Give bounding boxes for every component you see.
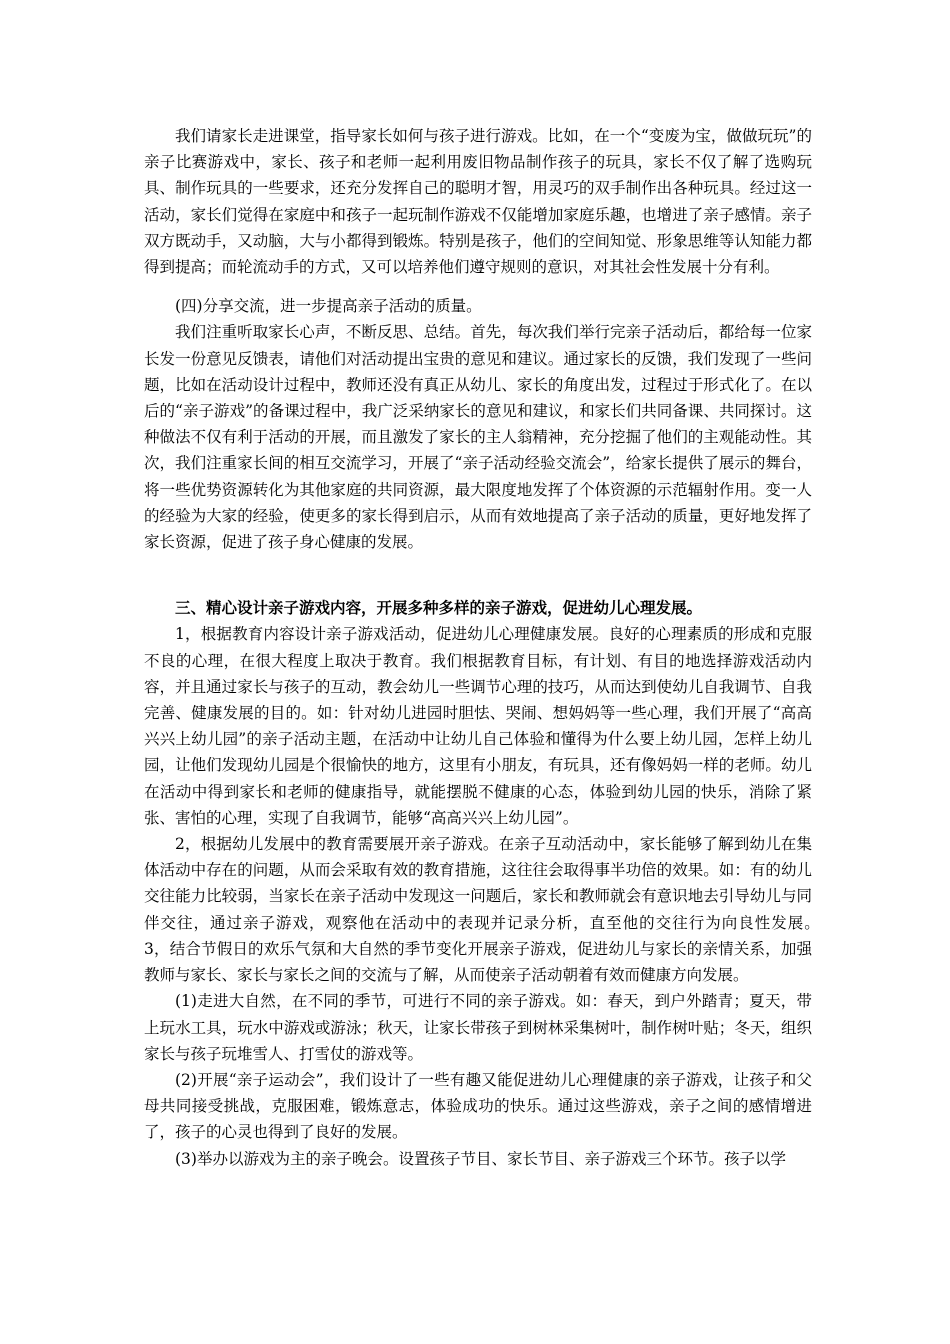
paragraph-sports-meeting: (2)开展“亲子运动会”，我们设计了一些有趣又能促进幼儿心理健康的亲子游戏，让孩子和父母共同接受挑战，克服困难，锻炼意志，体验成功的快乐。通过这些游戏，亲子之间的感情增进了，孩子的心灵也得到了良好的发展。	[144, 1070, 812, 1142]
paragraph-item-two-three: 2，根据幼儿发展中的教育需要展开亲子游戏。在亲子互动活动中，家长能够了解到幼儿在集体活动中存在的问题，从而会采取有效的教育措施，这往往会取得事半功倍的效果。如：有的幼儿交往能力比较弱，当家长在亲子活动中发现这一问题后，家长和教师就会有意识地去引导幼儿与同伴交往，通过亲子游戏，观察他在活动中的表现并记录分析，直至他的交往行为向良性发展。 3，结合节假日的欢乐气氛和大自然的季节变化开展亲子游戏，促进幼儿与家长的亲情关系，加强教师与家长、家长与家长之间的交流与了解，从而使亲子活动朝着有效而健康方向发展。	[144, 835, 828, 985]
spacer	[144, 555, 812, 595]
paragraph-parent-child-game-making: 我们请家长走进课堂，指导家长如何与孩子进行游戏。比如，在一个“变废为宝，做做玩玩”的亲子比赛游戏中，家长、孩子和老师一起利用废旧物品制作孩子的玩具，家长不仅了解了选购玩具、制作玩具的一些要求，还充分发挥自己的聪明才智，用灵巧的双手制作出各种玩具。经过这一活动，家长们觉得在家庭中和孩子一起玩制作游戏不仅能增加家庭乐趣，也增进了亲子感情。亲子双方既动手，又动脑，大与小都得到锻炼。特别是孩子，他们的空间知觉、形象思维等认知能力都得到提高；而轮流动手的方式，又可以培养他们遵守规则的意识，对其社会性发展十分有利。	[144, 127, 812, 277]
paragraph-item-one: 1，根据教育内容设计亲子游戏活动，促进幼儿心理健康发展。良好的心理素质的形成和克服不良的心理，在很大程度上取决于教育。我们根据教育目标，有计划、有目的地选择游戏活动内容，并且通过家长与孩子的互动，教会幼儿一些调节心理的技巧，从而达到使幼儿自我调节、自我完善、健康发展的目的。如：针对幼儿进园时胆怯、哭闹、想妈妈等一些心理，我们开展了“高高兴兴上幼儿园”的亲子活动主题，在活动中让幼儿自己体验和懂得为什么要上幼儿园，怎样上幼儿园，让他们发现幼儿园是个很愉快的地方，这里有小朋友，有玩具，还有像妈妈一样的老师。幼儿在活动中得到家长和老师的健康指导，就能摆脱不健康的心态，体验到幼儿园的快乐，消除了紧张、害怕的心理，实现了自我调节，能够“高高兴兴上幼儿园”。	[144, 625, 812, 827]
spacer	[144, 280, 812, 293]
paragraph-evening-party: (3)举办以游戏为主的亲子晚会。设置孩子节目、家长节目、亲子游戏三个环节。孩子以学	[175, 1149, 786, 1168]
document-page	[144, 123, 828, 1172]
paragraph-nature-seasons: (1)走进大自然，在不同的季节，可进行不同的亲子游戏。如：春天，到户外踏青；夏天，带上玩水工具，玩水中游戏或游泳；秋天，让家长带孩子到树林采集树叶，制作树叶贴；冬天，组织家长与孩子玩堆雪人、打雪仗的游戏等。	[144, 992, 812, 1063]
section-heading-three: 三、精心设计亲子游戏内容，开展多种多样的亲子游戏，促进幼儿心理发展。	[175, 598, 703, 618]
paragraph-feedback-exchange: 我们注重听取家长心声，不断反思、总结。首先，每次我们举行完亲子活动后，都给每一位家长发一份意见反馈表，请他们对活动提出宝贵的意见和建议。通过家长的反馈，我们发现了一些问题，比如在活动设计过程中，教师还没有真正从幼儿、家长的角度出发，过程过于形式化了。在以后的“亲子游戏”的备课过程中，我广泛采纳家长的意见和建议，和家长们共同备课、共同探讨。这种做法不仅有利于活动的开展，而且激发了家长的主人翁精神，充分挖掘了他们的主观能动性。其次，我们注重家长间的相互交流学习，开展了“亲子活动经验交流会”，给家长提供了展示的舞台，将一些优势资源转化为其他家庭的共同资源，最大限度地发挥了个体资源的示范辐射作用。变一人的经验为大家的经验，使更多的家长得到启示，从而有效地提高了亲子活动的质量，更好地发挥了家长资源，促进了孩子身心健康的发展。	[144, 323, 812, 552]
section-subheading-sharing: (四)分享交流，进一步提高亲子活动的质量。	[175, 297, 482, 316]
